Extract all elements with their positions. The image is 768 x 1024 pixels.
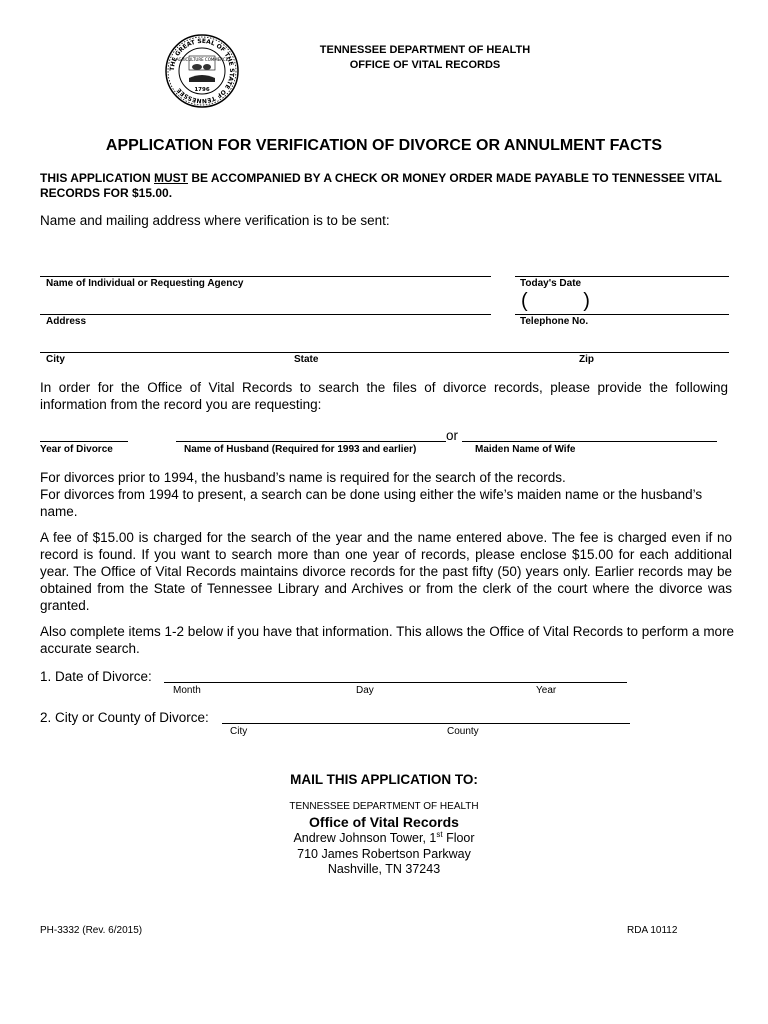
- item2-county-label: County: [447, 726, 479, 737]
- form-title: APPLICATION FOR VERIFICATION OF DIVORCE OR ANNULMENT FACTS: [105, 137, 663, 154]
- city-label: City: [46, 354, 65, 365]
- mail-to-address-line3: Nashville, TN 37243: [327, 862, 441, 876]
- address-field[interactable]: [40, 314, 491, 315]
- todays-date-label: Today's Date: [520, 278, 582, 289]
- city-county-label: 2. City or County of Divorce:: [40, 710, 209, 725]
- form-id: PH-3332 (Rev. 6/2015): [40, 925, 143, 936]
- state-label: State: [294, 354, 319, 365]
- seal-ring-text: THE GREAT SEAL OF THE STATE OF TENNESSEE: [168, 37, 236, 105]
- name-agency-label: Name of Individual or Requesting Agency: [46, 278, 244, 289]
- state-seal: [165, 34, 239, 108]
- mailing-intro: Name and mailing address where verification is to be sent:: [40, 213, 390, 228]
- city-state-zip-field[interactable]: [40, 352, 729, 353]
- year-of-divorce-label: Year of Divorce: [40, 444, 113, 455]
- month-label: Month: [173, 685, 201, 696]
- also-complete-paragraph: Also complete items 1-2 below if you have that information. This allows the Office of Vital Records to perform a more accurate search.: [40, 624, 735, 656]
- seal-year: 1796: [194, 87, 210, 93]
- item2-city-label: City: [230, 726, 248, 737]
- date-of-divorce-field[interactable]: [164, 682, 627, 683]
- husband-name-label: Name of Husband (Required for 1993 and earlier): [184, 444, 417, 455]
- rule-1994-present: For divorces from 1994 to present, a search can be done using either the wife’s maiden name or the husband’s name.: [40, 487, 703, 519]
- phone-area-code-parens: ( ): [521, 290, 590, 312]
- year-label: Year: [536, 685, 557, 696]
- wife-maiden-name-label: Maiden Name of Wife: [475, 444, 576, 455]
- seal-center-text: AGRICULTURE COMMERCE: [175, 57, 229, 62]
- notice-text-2: BE ACCOMPANIED BY A CHECK OR MONEY ORDER MADE PAYABLE TO TENNESSEE VITAL RECORDS FOR $15.00.: [40, 171, 722, 200]
- rule-before-1994: For divorces prior to 1994, the husband’s name is required for the search of the records.: [40, 470, 566, 485]
- date-of-divorce-label: 1. Date of Divorce:: [40, 669, 152, 684]
- address-line1-floor: Floor: [442, 831, 475, 846]
- telephone-field[interactable]: [515, 314, 729, 315]
- day-label: Day: [356, 685, 374, 696]
- mail-to-dept: TENNESSEE DEPARTMENT OF HEALTH: [289, 801, 479, 812]
- year-of-divorce-field[interactable]: [40, 441, 128, 442]
- wife-maiden-name-field[interactable]: [462, 441, 717, 442]
- header-office: OFFICE OF VITAL RECORDS: [349, 59, 501, 71]
- mail-to-address-line2: 710 James Robertson Parkway: [297, 847, 471, 861]
- zip-label: Zip: [579, 354, 594, 365]
- mail-to-office: Office of Vital Records: [309, 814, 459, 830]
- todays-date-field[interactable]: [515, 276, 729, 277]
- mail-to-heading: MAIL THIS APPLICATION TO:: [290, 772, 478, 787]
- husband-name-field[interactable]: [176, 441, 446, 442]
- or-text: or: [446, 428, 459, 443]
- address-line1-text: Andrew Johnson Tower, 1: [293, 831, 437, 846]
- header-dept: TENNESSEE DEPARTMENT OF HEALTH: [319, 44, 531, 56]
- search-intro: In order for the Office of Vital Records to search the files of divorce records, please provide the following information from the record you are requesting:: [40, 380, 728, 412]
- notice-must: MUST: [154, 171, 188, 185]
- rda-number: RDA 10112: [627, 925, 678, 936]
- address-line1-sup: st: [436, 830, 443, 839]
- name-agency-field[interactable]: [40, 276, 491, 277]
- notice-text-1: THIS APPLICATION: [40, 171, 154, 185]
- city-county-field[interactable]: [222, 723, 630, 724]
- address-label: Address: [46, 316, 87, 327]
- payment-notice: [40, 171, 730, 201]
- mail-to-address-line1: [0, 830, 768, 845]
- telephone-label: Telephone No.: [520, 316, 589, 327]
- fee-paragraph: A fee of $15.00 is charged for the search of the year and the name entered above. The fee is charged even if no record is found. If you want to search more than one year of records, please enclose $15.00 for each additional year. The Office of Vital Records maintains divorce records for the past fifty (50) years only. Earlier records may be obtained from the State of Tennessee Library and Archives or from the clerk of the court where the divorce was granted.: [40, 530, 732, 613]
